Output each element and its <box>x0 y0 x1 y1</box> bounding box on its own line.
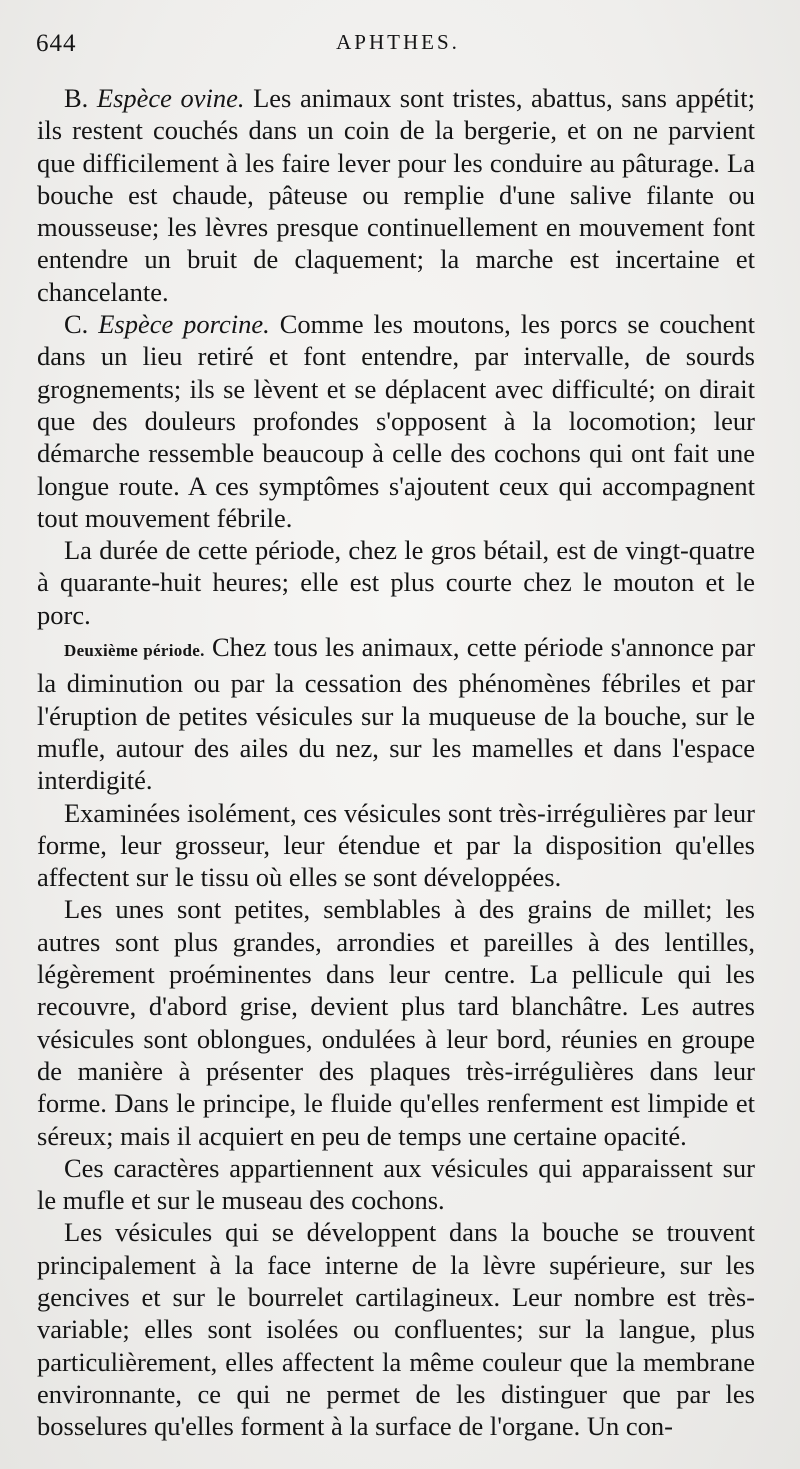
section-label: C. <box>64 309 89 340</box>
paragraph-text: Les vésicules qui se développent dans la bouche se trouvent principalement à la face interne de la lèvre supérieure, sur les gencives et sur le bourrelet cartilagineux. Leur nombre est très-variable; elles sont isolées ou confluentes; sur la langue, plus particulièrement, elles affectent la même couleur que la membrane environnante, ce qui ne permet de les distinguer que par les bosselures qu'elles forment à la surface de l'organe. Un con- <box>37 1217 755 1442</box>
paragraph-text: Chez tous les animaux, cette période s'annonce par la diminution ou par la cessation des phénomènes fébriles et par l'éruption de petites vésicules sur la muqueuse de la bouche, sur le mufle, autour des ailes du nez, sur les mamelles et dans l'espace interdigité. <box>37 632 756 796</box>
paragraph-text: Les unes sont petites, semblables à des grains de millet; les autres sont plus grandes, arrondies et pareilles à des lentilles, légèrement proéminentes dans leur centre. La pellicule qui les recouvre, d'abord grise, devient plus tard blanchâtre. Les autres vésicules sont oblongues, ondulées à leur bord, réunies en groupe de manière à présenter des plaques très-irrégulières dans leur forme. Dans le principe, le fluide qu'elles renferment est limpide et séreux; mais il acquiert en peu de temps une certaine opacité. <box>37 894 755 1151</box>
paragraph-text: Les animaux sont tristes, abattus, sans appétit; ils restent couchés dans un coin de la bergerie, et on ne parvient que difficilement à les faire lever pour les conduire au pâturage. La bouche est chaude, pâteuse ou remplie d'une salive filante ou mousseuse; les lèvres presque continuellement en mouvement font entendre un bruit de claquement; la marche est incertaine et chancelante. <box>37 83 755 307</box>
period-heading: Deuxième période. <box>64 641 205 661</box>
page-number: 644 <box>36 30 77 57</box>
species-heading: Espèce ovine. <box>96 83 245 113</box>
paragraph-vesicle-types <box>37 893 755 1151</box>
paragraph-text: Examinées isolément, ces vésicules sont très-irrégulières par leur forme, leur grosseur, leur étendue et par la disposition qu'elles affectent sur le tissu où elles se sont développées. <box>37 797 755 893</box>
paragraph-text: Comme les moutons, les porcs se couchent dans un lieu retiré et font entendre, par intervalle, de sourds grognements; ils se lèvent et se déplacent avec difficulté; on dirait que des douleurs profondes s'opposent à la locomotion; leur démarche ressemble beaucoup à celle des cochons qui ont fait une longue route. A ces symptômes s'ajoutent ceux qui accompagnent tout mouvement fébrile. <box>37 309 756 533</box>
paragraph-text: Ces caractères appartiennent aux vésicules qui apparaissent sur le mufle et sur le museau des cochons. <box>37 1152 755 1216</box>
text-body <box>37 82 755 1442</box>
paragraph-ovine <box>37 82 755 308</box>
paragraph-second-period <box>37 631 755 796</box>
paragraph-mouth-vesicles <box>37 1216 755 1442</box>
page-header <box>36 30 760 62</box>
paragraph-porcine <box>37 308 755 534</box>
running-title: APHTHES. <box>336 30 460 54</box>
paragraph-duration <box>37 534 755 631</box>
species-heading: Espèce porcine. <box>98 309 270 340</box>
paragraph-characteristics <box>37 1152 755 1217</box>
paragraph-text: La durée de cette période, chez le gros bétail, est de vingt-quatre à quarante-huit heures; elle est plus courte chez le mouton et le porc. <box>37 535 755 630</box>
section-label: B. <box>64 83 89 113</box>
paragraph-examined <box>37 797 755 894</box>
